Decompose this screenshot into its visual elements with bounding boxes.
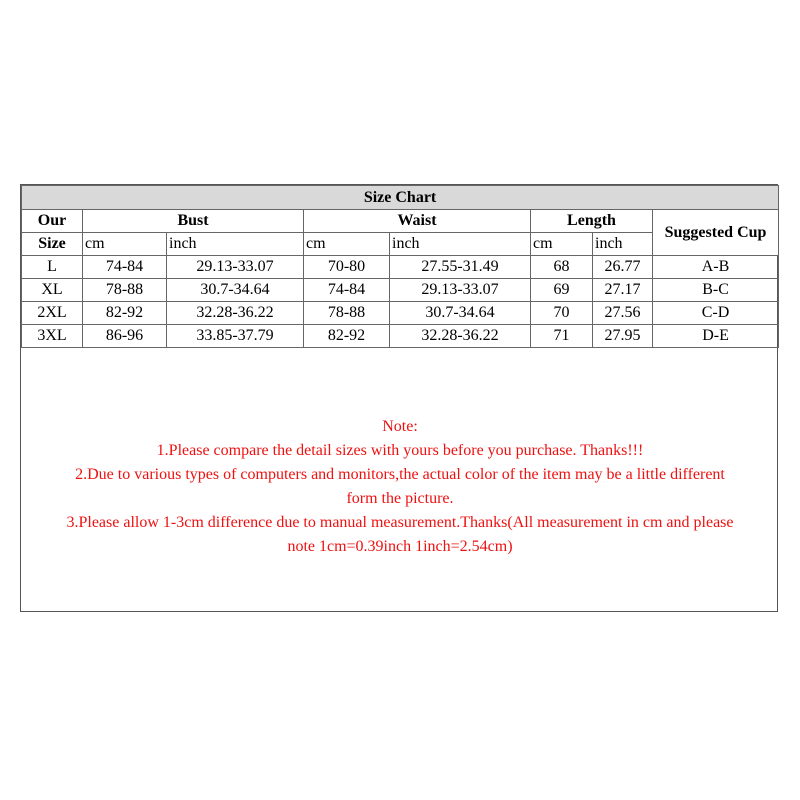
header-row bbox=[22, 210, 779, 233]
bust-inch-cell: 30.7-34.64 bbox=[167, 279, 304, 302]
length-cm-cell: 69 bbox=[531, 279, 593, 302]
our-label: Our bbox=[22, 210, 83, 233]
note-heading: Note: bbox=[382, 418, 418, 435]
waist-cm-cell: 70-80 bbox=[304, 256, 390, 279]
size-cell: 3XL bbox=[22, 325, 83, 348]
length-cm-cell: 70 bbox=[531, 302, 593, 325]
length-inch-cell: 27.17 bbox=[593, 279, 653, 302]
bust-inch-cell: 33.85-37.79 bbox=[167, 325, 304, 348]
note-line-1: 1.Please compare the detail sizes with yours before you purchase. Thanks!!! bbox=[156, 442, 644, 459]
table-row bbox=[22, 325, 779, 348]
size-cell: L bbox=[22, 256, 83, 279]
bust-inch-unit: inch bbox=[167, 233, 304, 256]
bust-cm-unit: cm bbox=[83, 233, 167, 256]
waist-header: Waist bbox=[304, 210, 531, 233]
title-row bbox=[22, 186, 779, 210]
length-cm-unit: cm bbox=[531, 233, 593, 256]
waist-cm-cell: 74-84 bbox=[304, 279, 390, 302]
note-line-3b: note 1cm=0.39inch 1inch=2.54cm) bbox=[287, 538, 513, 555]
waist-cm-cell: 78-88 bbox=[304, 302, 390, 325]
cup-cell: A-B bbox=[653, 256, 779, 279]
length-cm-cell: 71 bbox=[531, 325, 593, 348]
note-line-2b: form the picture. bbox=[346, 490, 454, 507]
waist-cm-cell: 82-92 bbox=[304, 325, 390, 348]
table-row bbox=[22, 302, 779, 325]
notes-block bbox=[21, 415, 779, 559]
note-line-2a: 2.Due to various types of computers and monitors,the actual color of the item may be a little different bbox=[75, 466, 725, 483]
suggested-cup-header: Suggested Cup bbox=[653, 210, 779, 256]
bust-cm-cell: 74-84 bbox=[83, 256, 167, 279]
bust-inch-cell: 29.13-33.07 bbox=[167, 256, 304, 279]
bust-header: Bust bbox=[83, 210, 304, 233]
bust-cm-cell: 86-96 bbox=[83, 325, 167, 348]
waist-inch-cell: 32.28-36.22 bbox=[390, 325, 531, 348]
waist-inch-unit: inch bbox=[390, 233, 531, 256]
waist-inch-cell: 27.55-31.49 bbox=[390, 256, 531, 279]
cup-cell: B-C bbox=[653, 279, 779, 302]
size-cell: 2XL bbox=[22, 302, 83, 325]
chart-title: Size Chart bbox=[22, 186, 779, 210]
length-inch-cell: 27.56 bbox=[593, 302, 653, 325]
size-table bbox=[21, 185, 779, 348]
waist-inch-cell: 30.7-34.64 bbox=[390, 302, 531, 325]
cup-cell: D-E bbox=[653, 325, 779, 348]
bust-cm-cell: 82-92 bbox=[83, 302, 167, 325]
table-row bbox=[22, 279, 779, 302]
waist-cm-unit: cm bbox=[304, 233, 390, 256]
note-line-3a: 3.Please allow 1-3cm difference due to manual measurement.Thanks(All measurement in cm and please bbox=[66, 514, 734, 531]
size-label: Size bbox=[22, 233, 83, 256]
table-row bbox=[22, 256, 779, 279]
length-inch-unit: inch bbox=[593, 233, 653, 256]
size-cell: XL bbox=[22, 279, 83, 302]
waist-inch-cell: 29.13-33.07 bbox=[390, 279, 531, 302]
length-inch-cell: 27.95 bbox=[593, 325, 653, 348]
bust-inch-cell: 32.28-36.22 bbox=[167, 302, 304, 325]
length-header: Length bbox=[531, 210, 653, 233]
size-chart bbox=[20, 184, 778, 612]
length-inch-cell: 26.77 bbox=[593, 256, 653, 279]
bust-cm-cell: 78-88 bbox=[83, 279, 167, 302]
cup-cell: C-D bbox=[653, 302, 779, 325]
length-cm-cell: 68 bbox=[531, 256, 593, 279]
